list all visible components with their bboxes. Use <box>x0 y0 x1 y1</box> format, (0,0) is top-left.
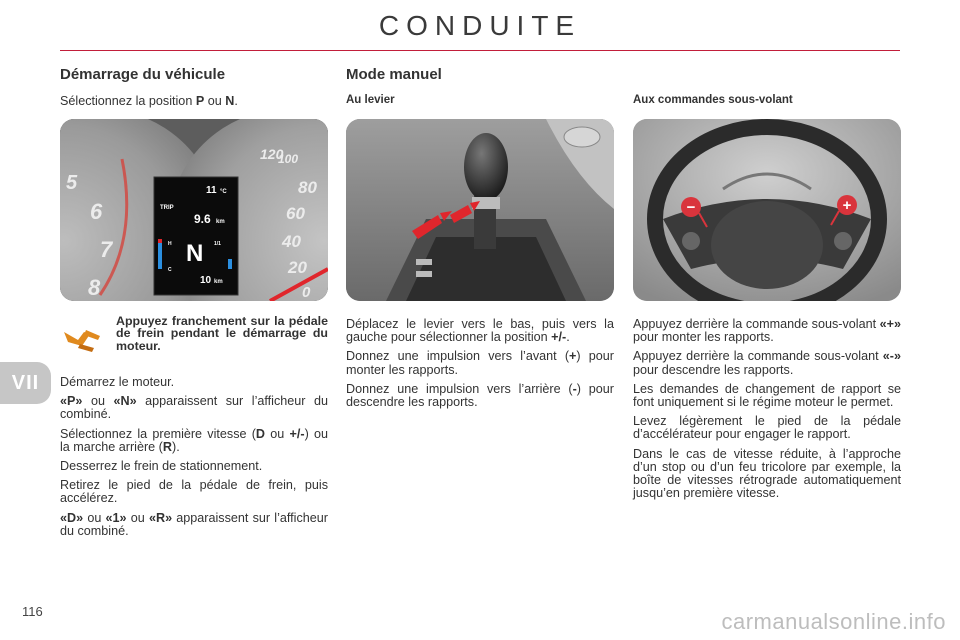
step-6: «D» ou «1» ou «R» apparaissent sur l’afficheur du combiné. <box>60 510 328 538</box>
temp-gauge-bar <box>158 243 162 269</box>
lever-instructions <box>346 318 614 415</box>
paddle-para-3: Les demandes de changement de rapport se font uniquement si le régime moteur le permet. <box>633 381 901 410</box>
intro-mid: ou <box>204 94 226 108</box>
subheading-au-levier: Au levier <box>346 94 395 106</box>
paddle-para-1: Appuyez derrière la commande sous-volant «+» pour monter les rapports. <box>633 317 901 345</box>
step-1: Démarrez le moteur. <box>60 375 175 389</box>
tacho-tick-6: 6 <box>90 199 103 224</box>
startup-steps <box>60 376 328 544</box>
subheading-sous-volant: Aux commandes sous-volant <box>633 94 793 106</box>
lcd-ratio: 1/1 <box>214 241 221 247</box>
step-4: Desserrez le frein de stationnement. <box>60 459 263 474</box>
intro-pre: Sélectionnez la position <box>60 94 196 108</box>
paddle-para-2: Appuyez derrière la commande sous-volant «-» pour descendre les rapports. <box>633 349 901 377</box>
page-number: 116 <box>22 604 43 619</box>
speed-tick-40: 40 <box>282 232 301 251</box>
speed-tick-80: 80 <box>298 178 317 197</box>
speed-tick-20: 20 <box>288 258 307 277</box>
lever-para-3: Donnez une impulsion vers l’arrière (-) pour descendre les rapports. <box>346 381 614 410</box>
cluster-illustration <box>60 119 328 301</box>
section-heading-demarrage: Démarrage du véhicule <box>60 66 226 83</box>
paddle-para-5: Dans le cas de vitesse réduite, à l’approche d’un stop ou d’un feu tricolore par exemple, la boîte de vitesses rétrograde automatiquement jusqu’en première vitesse. <box>633 446 901 501</box>
foot-on-pedal-icon <box>60 326 106 354</box>
lcd-dist-unit: km <box>216 219 225 225</box>
lcd-gear: N <box>186 240 204 267</box>
step-3: Sélectionnez la première vitesse (D ou +/-) ou la marche arrière (R). <box>60 426 328 454</box>
paddle-para-4: Levez légèrement le pied de la pédale d’accélérateur pour engager le rapport. <box>633 414 901 442</box>
title-divider <box>60 50 900 51</box>
step-5: Retirez le pied de la pédale de frein, puis accélérez. <box>60 478 328 506</box>
intro-post: . <box>234 94 238 108</box>
step-2: «P» ou «N» apparaissent sur l’afficheur du combiné. <box>60 394 328 422</box>
section-heading-mode-manuel: Mode manuel <box>346 66 442 83</box>
lever-para-1: Déplacez le levier vers le bas, puis vers la gauche pour sélectionner la position +/-. <box>346 317 614 345</box>
lcd-distance1: 9.6 <box>194 212 211 226</box>
gear-lever-illustration <box>346 119 614 301</box>
brake-tip-text: Appuyez franchement sur la pédale de frein pendant le démarrage du moteur. <box>116 314 328 353</box>
fuel-gauge-bar <box>228 259 232 269</box>
intro-n: N <box>225 94 235 108</box>
tacho-tick-8: 8 <box>88 275 101 300</box>
chapter-tab: VII <box>0 362 51 404</box>
left-tick-100: 100 <box>278 152 299 166</box>
paddle-plus-label: + <box>842 197 852 214</box>
tacho-tick-7: 7 <box>100 237 113 262</box>
steering-wheel-photo <box>633 119 901 301</box>
lcd-temp-unit: °C <box>220 189 227 195</box>
instrument-cluster-photo <box>60 119 328 301</box>
lcd-distance2: 10 <box>200 275 212 286</box>
paddle-instructions <box>633 318 901 506</box>
paddle-minus-label: − <box>686 199 696 216</box>
speed-tick-0: 0 <box>302 284 311 301</box>
lcd-dist-unit2: km <box>214 279 223 285</box>
lcd-temp: 11 <box>206 185 217 196</box>
gear-knob <box>464 133 508 201</box>
intro-p: P <box>195 94 205 108</box>
steering-hub <box>711 201 823 289</box>
steering-wheel-illustration <box>633 119 901 301</box>
left-tick-120: 120 <box>260 146 284 162</box>
intro-text <box>60 94 238 108</box>
speed-tick-60: 60 <box>286 204 305 223</box>
lcd-h: H <box>168 241 172 247</box>
lever-para-2: Donnez une impulsion vers l’avant (+) pour monter les rapports. <box>346 349 614 377</box>
watermark: carmanualsonline.info <box>721 609 946 634</box>
gear-lever-photo <box>346 119 614 301</box>
lcd-trip: TRIP <box>160 205 174 211</box>
lcd-c: C <box>168 267 172 273</box>
tacho-tick-5: 5 <box>66 172 78 194</box>
page-title: CONDUITE <box>378 10 582 41</box>
